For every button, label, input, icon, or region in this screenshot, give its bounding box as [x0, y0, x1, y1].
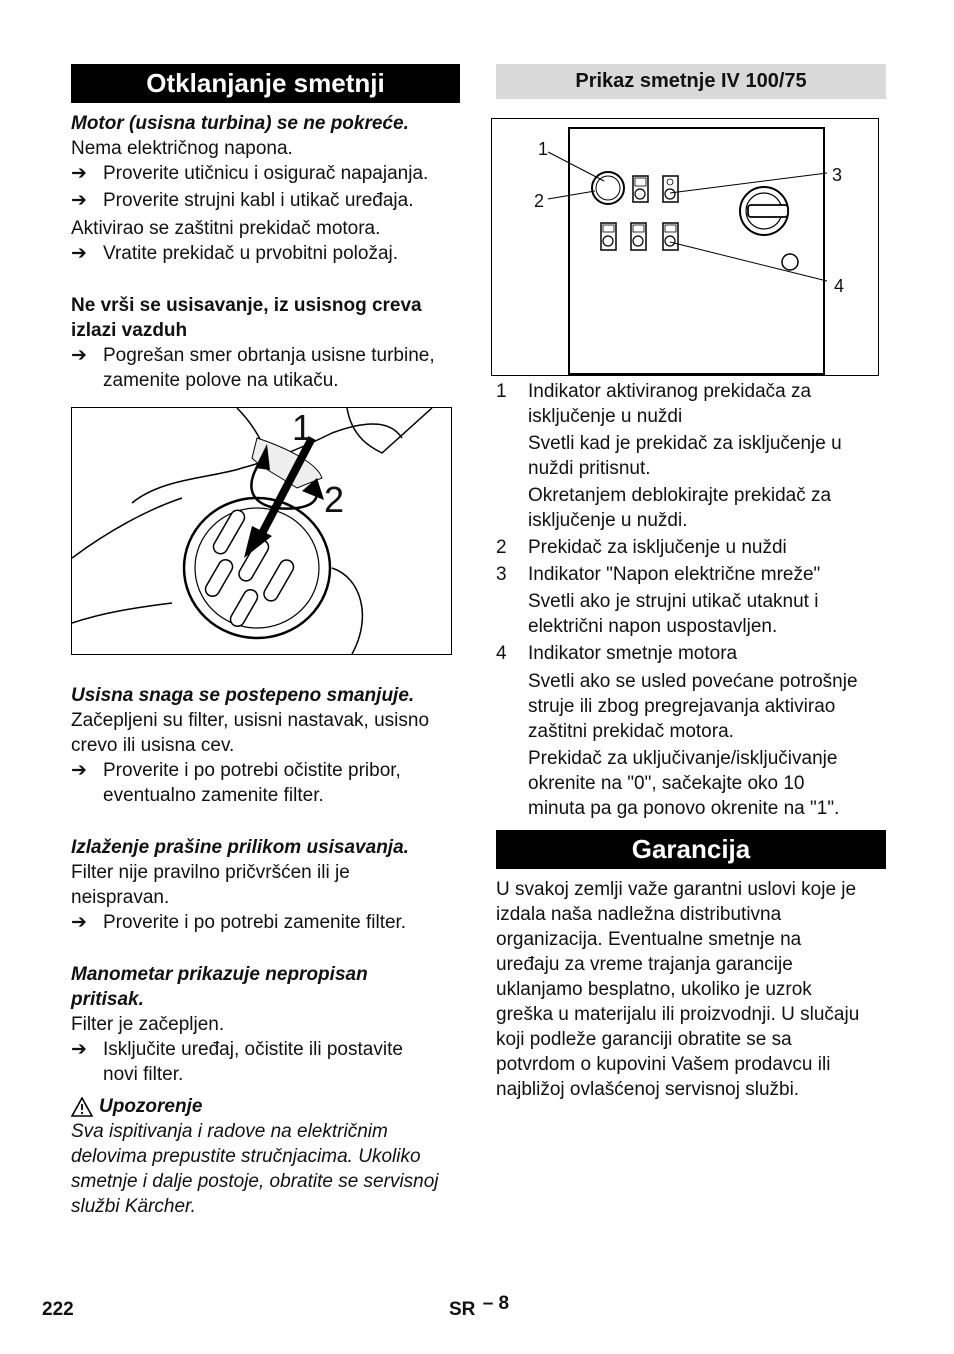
s1-line1: Nema električnog napona. [71, 138, 293, 159]
panel-label-2: 2 [534, 191, 545, 211]
indicator-list [496, 379, 886, 821]
arrow-right-icon: ➔ [71, 345, 87, 366]
control-panel-figure [491, 118, 879, 376]
s4-bullet-1: ➔ Proverite i po potrebi zamenite filter. [71, 912, 407, 933]
s2-heading-l1: Ne vrši se usisavanje, iz usisnog creva [71, 295, 422, 316]
s4-heading: Izlaženje prašine prilikom usisavanja. [71, 837, 409, 858]
left-column [71, 64, 460, 1219]
panel-label-3: 3 [832, 165, 843, 185]
s5-line1: Filter je začepljen. [71, 1014, 225, 1035]
panel-label-4: 4 [834, 276, 845, 296]
list-item: 3 Indikator "Napon električne mreže" Svetli ako je strujni utikač utaknut i električni napon uspostavljen. [496, 564, 821, 637]
arrow-right-icon: ➔ [71, 190, 87, 211]
s4-line2: neispravan. [71, 887, 170, 908]
s5-heading-l2: pritisak. [71, 989, 144, 1010]
control-panel-illustration [492, 119, 878, 375]
arrow-right-icon: ➔ [71, 243, 87, 264]
section-title-garancija: Garancija [496, 830, 886, 869]
plug-illustration [72, 408, 451, 654]
figure-label-1: 1 [292, 407, 313, 448]
arrow-right-icon: ➔ [71, 760, 87, 781]
s3-bullet-1: ➔ Proverite i po potrebi očistite pribor, eventualno zamenite filter. [71, 760, 401, 806]
right-column [496, 64, 886, 1102]
figure-label-2: 2 [324, 479, 345, 520]
panel-label-1: 1 [538, 139, 549, 159]
s1-bullet-2: ➔ Proverite strujni kabl i utikač uređaja. [71, 190, 414, 211]
warning-triangle-icon [71, 1097, 93, 1117]
arrow-right-icon: ➔ [71, 163, 87, 184]
s1-heading: Motor (usisna turbina) se ne pokreće. [71, 113, 409, 134]
arrow-right-icon: ➔ [71, 1039, 87, 1060]
s2-bullet-1: ➔ Pogrešan smer obrtanja usisne turbine, zamenite polove na utikaču. [71, 345, 435, 391]
s4-line1: Filter nije pravilno pričvršćen ili je [71, 862, 350, 883]
s5-heading-l1: Manometar prikazuje nepropisan [71, 964, 368, 985]
arrow-right-icon: ➔ [71, 912, 87, 933]
section-title-otklanjanje: Otklanjanje smetnji [71, 64, 460, 103]
s3-line2: crevo ili usisna cev. [71, 735, 235, 756]
s1-bullet-1: ➔ Proverite utičnicu i osigurač napajanja. [71, 163, 429, 184]
list-item: 4 Indikator smetnje motora Svetli ako se usled povećane potrošnje struje ili zbog pregrejavanja aktivirao zaštitni prekidač motora. Prekidač za uključivanje/isključivanje okrenite na "0", sačekajte oko 10 minuta pa ga ponovo okrenite na "1". [496, 643, 858, 819]
s5-bullet-1: ➔ Isključite uređaj, očistite ili postavite novi filter. [71, 1039, 403, 1085]
warning-title: Upozorenje [99, 1096, 203, 1117]
list-item: 2 Prekidač za isključenje u nuždi [496, 537, 787, 558]
s1-bullet-3: ➔ Vratite prekidač u prvobitni položaj. [71, 243, 399, 264]
s3-heading: Usisna snaga se postepeno smanjuje. [71, 685, 415, 706]
s2-heading-l2: izlazi vazduh [71, 320, 188, 341]
garancija-text: U svakoj zemlji važe garantni uslovi koje je izdala naša nadležna distributivna organizacija. Eventualne smetnje na uređaju za vreme trajanja garancije uklanjamo besplatno, ukoliko je uzrok greška u materijalu ili proizvodnji. U slučaju koji podleže garanciji obratite se sa potvrdom o kupovini Vašem prodavcu ili najbližoj ovlašćenoj servisnoj službi. [496, 879, 860, 1100]
page-number: 222 [42, 1299, 74, 1320]
warning-heading [71, 1094, 460, 1119]
list-item: 1 Indikator aktiviranog prekidača za isključenje u nuždi Svetli kad je prekidač za isključenje u nuždi pritisnut. Okretanjem deblokirajte prekidač za isključenje u nuždi. [496, 381, 842, 531]
s3-line1: Začepljeni su filter, usisni nastavak, usisno [71, 710, 430, 731]
s1-line2: Aktivirao se zaštitni prekidač motora. [71, 218, 381, 239]
plug-figure [71, 407, 452, 655]
footer-language: SR – 8 [449, 1293, 510, 1320]
section-title-prikaz: Prikaz smetnje IV 100/75 [496, 64, 886, 99]
warning-text: Sva ispitivanja i radove na električnim delovima prepustite stručnjacima. Ukoliko smetnje i dalje postoje, obratite se servisnoj službi Kärcher. [71, 1121, 439, 1217]
